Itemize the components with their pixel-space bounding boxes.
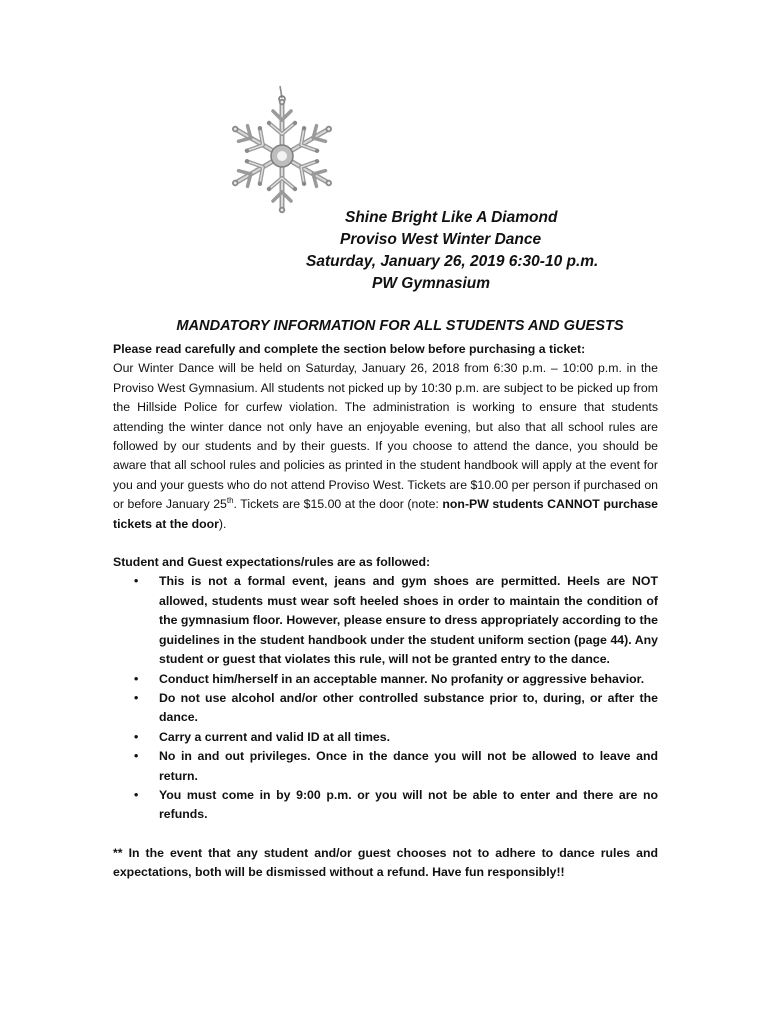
bullet-icon: • — [134, 787, 139, 802]
rules-list — [113, 572, 658, 824]
bullet-icon: • — [134, 690, 139, 705]
expectations-title: Student and Guest expectations/rules are as followed: — [113, 555, 431, 570]
event-tagline: Shine Bright Like A Diamond — [345, 209, 558, 226]
list-item — [113, 572, 658, 669]
paragraph-bold-note: non-PW students CANNOT purchase tickets at the door — [113, 497, 658, 531]
rule-text: No in and out privileges. Once in the dance you will not be allowed to leave and return. — [159, 749, 658, 783]
event-date-time: Saturday, January 26, 2019 6:30-10 p.m. — [306, 253, 599, 270]
rule-text: You must come in by 9:00 p.m. or you will not be able to enter and there are no refunds. — [159, 787, 658, 822]
body-content — [113, 340, 658, 883]
closing-note: ** In the event that any student and/or guest chooses not to adhere to dance rules and expectations, both will be dismissed without a refund. Have fun responsibly!! — [113, 845, 658, 880]
paragraph-superscript: th — [226, 496, 234, 506]
rule-text: This is not a formal event, jeans and gym shoes are permitted. Heels are NOT allowed, students must wear soft heeled shoes in order to maintain the condition of the gymnasium floor. However, please ensure to dress appropriately according to the guidelines in the student handbook under the student uniform section (page 44). Any student or guest that violates this rule, will not be granted entry to the dance. — [159, 574, 658, 667]
event-location: PW Gymnasium — [372, 275, 490, 292]
paragraph-text-3: ). — [218, 516, 227, 531]
list-item — [113, 670, 658, 689]
rule-text: Do not use alcohol and/or other controlled substance prior to, during, or after the dance. — [159, 690, 658, 725]
snowflake-icon — [218, 86, 348, 218]
bullet-icon: • — [134, 749, 139, 764]
list-item — [113, 728, 658, 747]
list-item — [113, 747, 658, 786]
paragraph-text-1: Our Winter Dance will be held on Saturday, January 26, 2018 from 6:30 p.m. – 10:00 p.m. in the Proviso West Gymnasium. All students not picked up by 10:30 p.m. are subject to be picked up from the Hillside Police for curfew violation. The administration is working to ensure that students attending the winter dance not only have an enjoyable evening, but also that all school rules are followed by our students and by their guests. If you choose to attend the dance, you should be aware that all school rules and policies as printed in the student handbook will apply at the event for you and your guests who do not attend Proviso West. Tickets are $10.00 per person if purchased on or before January 25 — [113, 361, 658, 512]
rule-text: Carry a current and valid ID at all times. — [159, 729, 390, 744]
paragraph-text-2: . Tickets are $15.00 at the door (note: — [233, 497, 443, 512]
list-item — [113, 786, 658, 825]
list-item — [113, 689, 658, 728]
bullet-icon: • — [134, 574, 139, 589]
lead-instruction: Please read carefully and complete the section below before purchasing a ticket: — [113, 342, 586, 356]
bullet-icon: • — [134, 729, 139, 744]
mandatory-heading: MANDATORY INFORMATION FOR ALL STUDENTS AND GUESTS — [176, 318, 624, 334]
event-details-paragraph — [113, 359, 658, 534]
event-name: Proviso West Winter Dance — [340, 231, 542, 248]
rule-text: Conduct him/herself in an acceptable manner. No profanity or aggressive behavior. — [159, 671, 645, 686]
bullet-icon: • — [134, 671, 139, 686]
